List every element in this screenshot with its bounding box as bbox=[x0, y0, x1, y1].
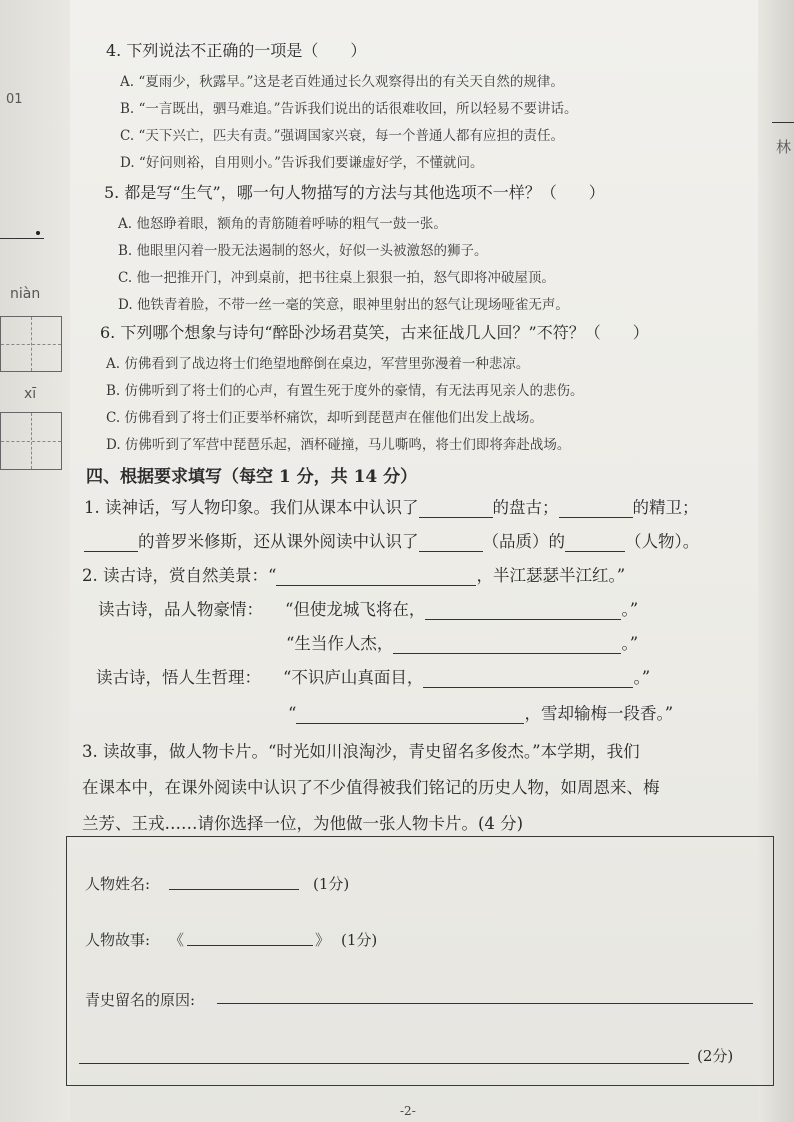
section-4-item-3-paragraph-1: 3. 读故事，做人物卡片。“时光如川浪淘沙，青史留名多俊杰。”本学期，我们 bbox=[82, 742, 640, 761]
card-name-label: 人物姓名: bbox=[85, 875, 151, 893]
card-reason-input-line-1[interactable] bbox=[217, 1003, 753, 1004]
section-4-item-2c-line-1 bbox=[96, 664, 650, 688]
quote-close: 。” bbox=[621, 600, 639, 619]
question-6-option-a: A. 仿佛看到了战边将士们绝望地醉倒在桌边，军营里弥漫着一种悲凉。 bbox=[106, 356, 530, 372]
answer-blank[interactable] bbox=[423, 669, 633, 688]
margin-dot bbox=[36, 231, 40, 235]
item-2-label: 2. 读古诗，赏自然美景： bbox=[82, 566, 268, 585]
question-5-option-d: D. 他铁青着脸，不带一丝一毫的笑意，眼神里射出的怒气让现场哑雀无声。 bbox=[118, 297, 569, 313]
pinyin-writing-grid bbox=[0, 412, 62, 470]
item-1-text-d: 的普罗米修斯，还从课外阅读中认识了 bbox=[138, 532, 419, 551]
item-1-text-f: （人物）。 bbox=[625, 532, 700, 551]
card-story-label: 人物故事: bbox=[85, 931, 151, 949]
card-name-score: (1分) bbox=[313, 875, 350, 893]
item-1-text-a: 1. 读神话，写人物印象。我们从课本中认识了 bbox=[84, 498, 419, 517]
character-card bbox=[66, 836, 774, 1086]
quote-close: 。” bbox=[621, 634, 639, 653]
margin-pinyin-xi: xī bbox=[24, 386, 37, 402]
section-4-item-2-line-1 bbox=[82, 562, 625, 586]
section-4-item-1-line-1 bbox=[84, 494, 699, 518]
question-6-stem: 6. 下列哪个想象与诗句“醉卧沙场君莫笑，古来征战几人回？”不符？（ ） bbox=[100, 323, 649, 342]
margin-fragment-top: 01 bbox=[6, 92, 23, 107]
section-4-item-2b-line-2 bbox=[286, 630, 638, 654]
question-4-stem: 4. 下列说法不正确的一项是（ ） bbox=[106, 41, 367, 60]
answer-blank[interactable] bbox=[419, 533, 483, 552]
section-4-title: 四、根据要求填写（每空 1 分，共 14 分） bbox=[86, 467, 418, 487]
question-5-stem: 5. 都是写“生气”，哪一句人物描写的方法与其他选项不一样？（ ） bbox=[104, 183, 605, 202]
section-4-item-1-line-2 bbox=[84, 528, 699, 552]
card-story-close: 》 bbox=[315, 931, 331, 949]
right-margin-rule bbox=[772, 122, 794, 123]
item-2b-label: 读古诗，品人物豪情： bbox=[98, 600, 263, 619]
item-2b-verse-1: “但使龙城飞将在， bbox=[285, 600, 426, 619]
answer-blank[interactable] bbox=[565, 533, 625, 552]
question-5-option-b: B. 他眼里闪着一股无法遏制的怒火，好似一头被激怒的狮子。 bbox=[118, 243, 488, 259]
question-5-option-a: A. 他怒睁着眼，额角的青筋随着呼哧的粗气一鼓一张。 bbox=[118, 216, 447, 232]
item-1-text-c: 的精卫； bbox=[632, 498, 699, 517]
card-reason-score: (2分) bbox=[697, 1047, 734, 1065]
right-margin-fragment: 林 bbox=[776, 138, 792, 156]
adjacent-page-left bbox=[0, 0, 70, 1122]
card-name-input-line[interactable] bbox=[169, 889, 299, 890]
page-number: -2- bbox=[400, 1104, 416, 1118]
question-4-option-d: D. “好问则裕，自用则小。”告诉我们要谦虚好学，不懂就问。 bbox=[120, 155, 484, 171]
question-6-option-c: C. 仿佛看到了将士们正要举杯痛饮，却听到琵琶声在催他们出发上战场。 bbox=[106, 410, 543, 426]
item-2c-verse-1: “不识庐山真面目， bbox=[283, 668, 424, 687]
item-2-line-end: ，半江瑟瑟半江红。” bbox=[476, 566, 626, 585]
item-1-text-e: （品质）的 bbox=[482, 532, 565, 551]
section-4-item-2b-line-1 bbox=[98, 596, 638, 620]
question-6-option-d: D. 仿佛听到了军营中琵琶乐起，酒杯碰撞，马儿嘶鸣，将士们即将奔赴战场。 bbox=[106, 437, 571, 453]
item-2c-line-end: ，雪却输梅一段香。” bbox=[524, 704, 674, 723]
answer-blank[interactable] bbox=[393, 635, 621, 654]
margin-pinyin-nian: niàn bbox=[10, 286, 41, 302]
card-reason-label: 青史留名的原因: bbox=[85, 991, 196, 1009]
answer-blank[interactable] bbox=[296, 705, 524, 724]
item-2b-verse-2: “生当作人杰， bbox=[286, 634, 394, 653]
card-reason-input-line-2[interactable] bbox=[79, 1063, 689, 1064]
quote-close: 。” bbox=[633, 668, 651, 687]
section-4-item-3-paragraph-2: 在课本中，在课外阅读中认识了不少值得被我们铭记的历史人物，如周恩来、梅 bbox=[82, 778, 660, 797]
section-4-item-3-paragraph-3: 兰芳、王戎……请你选择一位，为他做一张人物卡片。(4 分) bbox=[82, 814, 524, 833]
item-1-text-b: 的盘古； bbox=[492, 498, 559, 517]
section-4-item-2c-line-2 bbox=[288, 700, 673, 724]
card-story-score: (1分) bbox=[341, 931, 378, 949]
question-5-option-c: C. 他一把推开门，冲到桌前，把书往桌上狠狠一拍，怒气即将冲破屋顶。 bbox=[118, 270, 555, 286]
answer-blank[interactable] bbox=[419, 499, 493, 518]
answer-blank[interactable] bbox=[276, 567, 476, 586]
question-6-option-b: B. 仿佛听到了将士们的心声，有置生死于度外的豪情，有无法再见亲人的悲伤。 bbox=[106, 383, 584, 399]
question-4-option-b: B. “一言既出，驷马难追。”告诉我们说出的话很难收回，所以轻易不要讲话。 bbox=[120, 101, 578, 117]
card-story-open: 《 bbox=[169, 931, 185, 949]
quote-open: “ bbox=[288, 704, 297, 723]
question-4-option-c: C. “天下兴亡，匹夫有责。”强调国家兴衰，每一个普通人都有应担的责任。 bbox=[120, 128, 564, 144]
quote-open: “ bbox=[268, 566, 277, 585]
question-4-option-a: A. “夏雨少，秋露早。”这是老百姓通过长久观察得出的有关天自然的规律。 bbox=[120, 74, 564, 90]
answer-blank[interactable] bbox=[559, 499, 633, 518]
pinyin-writing-grid bbox=[0, 316, 62, 372]
item-2c-label: 读古诗，悟人生哲理： bbox=[96, 668, 261, 687]
card-story-input-line[interactable] bbox=[187, 945, 313, 946]
margin-rule bbox=[0, 238, 44, 239]
answer-blank[interactable] bbox=[425, 601, 621, 620]
answer-blank[interactable] bbox=[84, 533, 138, 552]
